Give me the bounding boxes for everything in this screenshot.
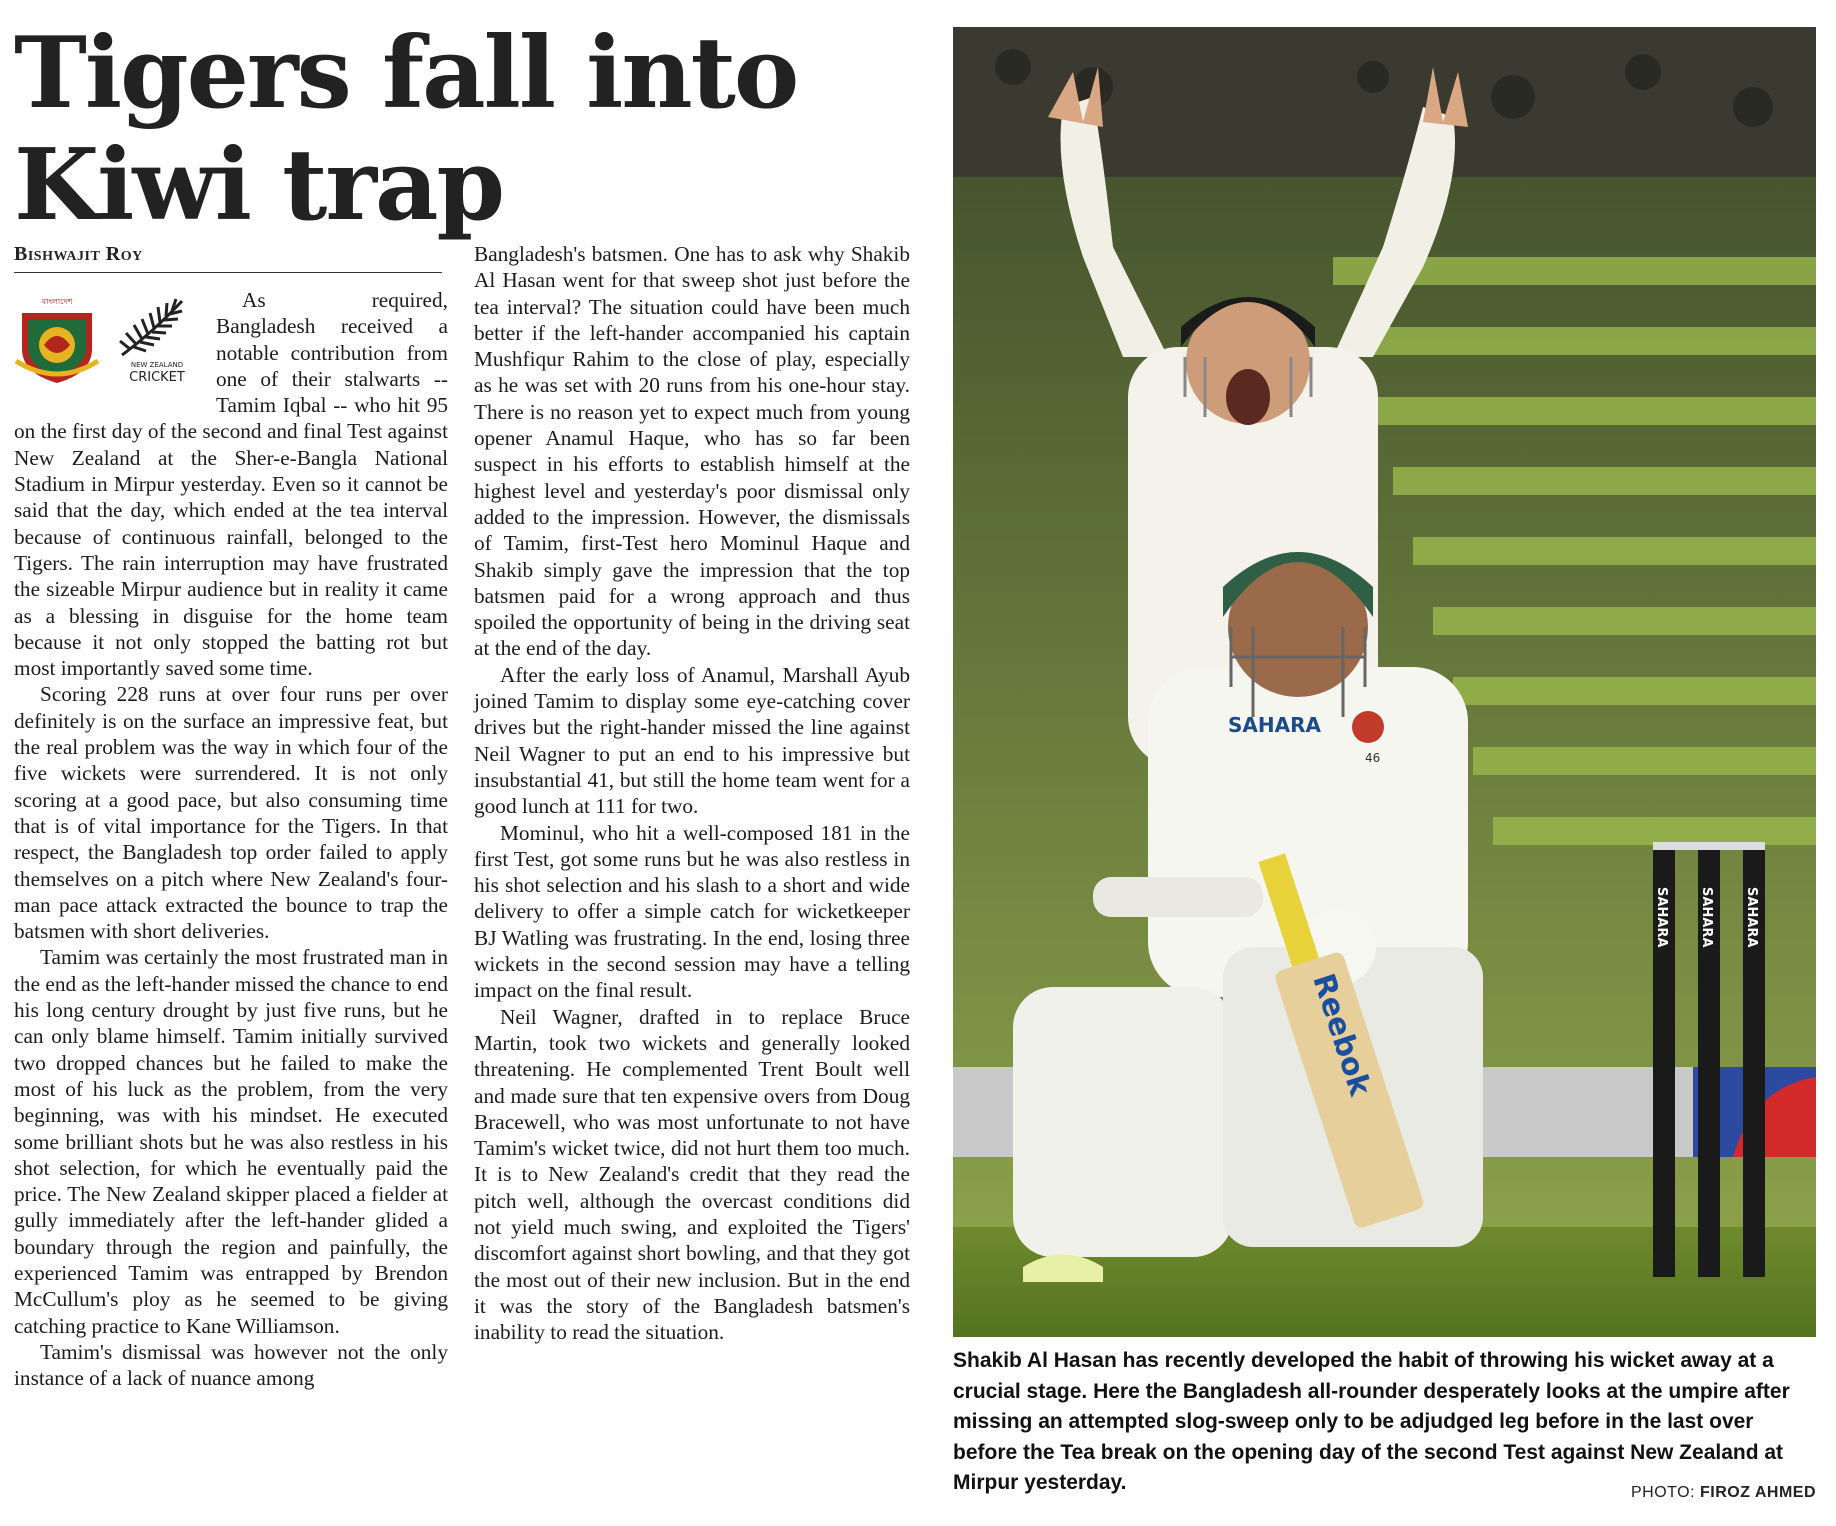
shirt-sponsor-label: SAHARA — [1228, 713, 1321, 737]
paragraph-1: As required, Bangladesh received a notable contribution from one of their stalwarts -- Tamim Iqbal -- who hit 95 on the first day of the second and final Test against New Zealand at the Sher-e-Bangla National Stadium in Mirpur yesterday. Even so it cannot be said that the day, which ended at the tea interval because of continuous rainfall, belonged to the Tigers. The rain interruption may have frustrated the sizeable Mirpur audience but in reality it came as a blessing in disguise for the home team because it not only stopped the batting rot but most importantly saved some time. — [14, 288, 448, 681]
team-logos — [14, 287, 204, 405]
photo-credit-label: PHOTO: — [1630, 1484, 1696, 1501]
batting-pad — [1013, 987, 1233, 1257]
cricket-photo-illustration — [953, 27, 1816, 1337]
stump-sponsor-2: SAHARA — [1699, 887, 1714, 948]
paragraph-4: Tamim's dismissal was however not the only instance of a lack of nuance among — [14, 1339, 448, 1391]
headline-line-2: Kiwi trap — [14, 128, 504, 243]
cricket-photo — [953, 27, 1816, 1337]
stumps — [1653, 842, 1765, 1277]
photo-credit-name: FIROZ AHMED — [1699, 1484, 1816, 1501]
headline — [14, 18, 914, 242]
bangladesh-cricket-logo — [14, 291, 100, 387]
bangladesh-logo-text: বাংলাদেশ — [41, 297, 73, 306]
shirt-number-label: 46 — [1365, 751, 1381, 765]
headline-line-1: Tigers fall into — [14, 16, 798, 131]
article-column-2 — [474, 241, 910, 1345]
paragraph-7: Mominul, who hit a well-composed 181 in the first Test, got some runs but he was also restless in his shot selection and his slash to a short and wide delivery to offer a simple catch for wicketkeeper BJ Watling was frustrating. In the end, losing three wickets in the second session may have a telling impact on the final result. — [474, 820, 910, 1003]
byline: Bishwajit Roy — [14, 243, 442, 273]
stump-sponsor-1: SAHARA — [1654, 887, 1669, 948]
photo-credit — [1631, 1484, 1816, 1502]
paragraph-5: Bangladesh's batsmen. One has to ask why Shakib Al Hasan went for that sweep shot just before the tea interval? The situation could have been much better if the left-hander accompanied his captain Mushfiqur Rahim to the close of play, especially as he was set with 20 runs from his one-hour stay. There is no reason yet to expect much from young opener Anamul Haque, who has so far been suspect in his efforts to establish himself at the highest level and yesterday's poor dismissal only added to the impression. However, the dismissals of Tamim, first-Test hero Mominul Haque and Shakib simply gave the impression that the top batsmen paid for a wrong approach and thus spoiled the opportunity of being in the driving seat at the end of the day. — [474, 242, 910, 661]
photo-caption: Shakib Al Hasan has recently developed the habit of throwing his wicket away at a crucial stage. Here the Bangladesh all-rounder desperately looks at the umpire after missing an attempted slog-sweep only to be adjudged leg before in the last over before the Tea break on the opening day of the second Test against New Zealand at Mirpur yesterday. — [953, 1349, 1790, 1494]
paragraph-3: Tamim was certainly the most frustrated man in the end as the left-hander missed the chance to end his long century drought by just five runs, but he can only blame himself. Tamim initially survived two dropped chances but he failed to make the most of his luck as the problem, from the very beginning, was with his mindset. He executed some brilliant shots but he was also restless in his shot selection, for which he eventually paid the price. The New Zealand skipper placed a fielder at gully immediately after the left-hander glided a boundary through the region and painfully, the experienced Tamim was entrapped by Brendon McCullum's ploy as he seemed to be giving catching practice to Kane Williamson. — [14, 945, 448, 1338]
stump-sponsor-3: SAHARA — [1744, 887, 1759, 948]
paragraph-6: After the early loss of Anamul, Marshall Ayub joined Tamim to display some eye-catching cover drives but the right-hander missed the line against Neil Wagner to put an end to his impressive but insubstantial 41, but still the home team went for a good lunch at 111 for two. — [474, 662, 910, 819]
nz-logo-big-text: CRICKET — [129, 370, 185, 385]
article-column-1 — [14, 287, 448, 1391]
paragraph-8: Neil Wagner, drafted in to replace Bruce Martin, took two wickets and generally looked threatening. He complemented Trent Boult well and made sure that ten expensive overs from Doug Bracewell, who was most unfortunate to not have Tamim's wicket twice, did not hurt them too much. It is to New Zealand's credit that they read the pitch well, although the overcast conditions did not yield much swing, and exploited the Tigers' discomfort against short bowling, and that they got the most out of their new inclusion. But in the end it was the story of the Bangladesh batsmen's inability to read the situation. — [474, 1004, 910, 1345]
paragraph-2: Scoring 228 runs at over four runs per over definitely is on the surface an impressive feat, but the real problem was the way in which four of the five wickets were surrendered. It is not only scoring at a good pace, but also consuming time that is of vital importance for the Tigers. In that respect, the Bangladesh top order failed to apply themselves on a pitch where New Zealand's four-man pace attack extracted the bounce to trap the batsmen with short deliveries. — [14, 682, 448, 944]
new-zealand-cricket-logo — [112, 293, 202, 389]
nz-logo-small-text: NEW ZEALAND — [130, 361, 184, 369]
bat-brand-label: Reebok — [1305, 969, 1378, 1101]
